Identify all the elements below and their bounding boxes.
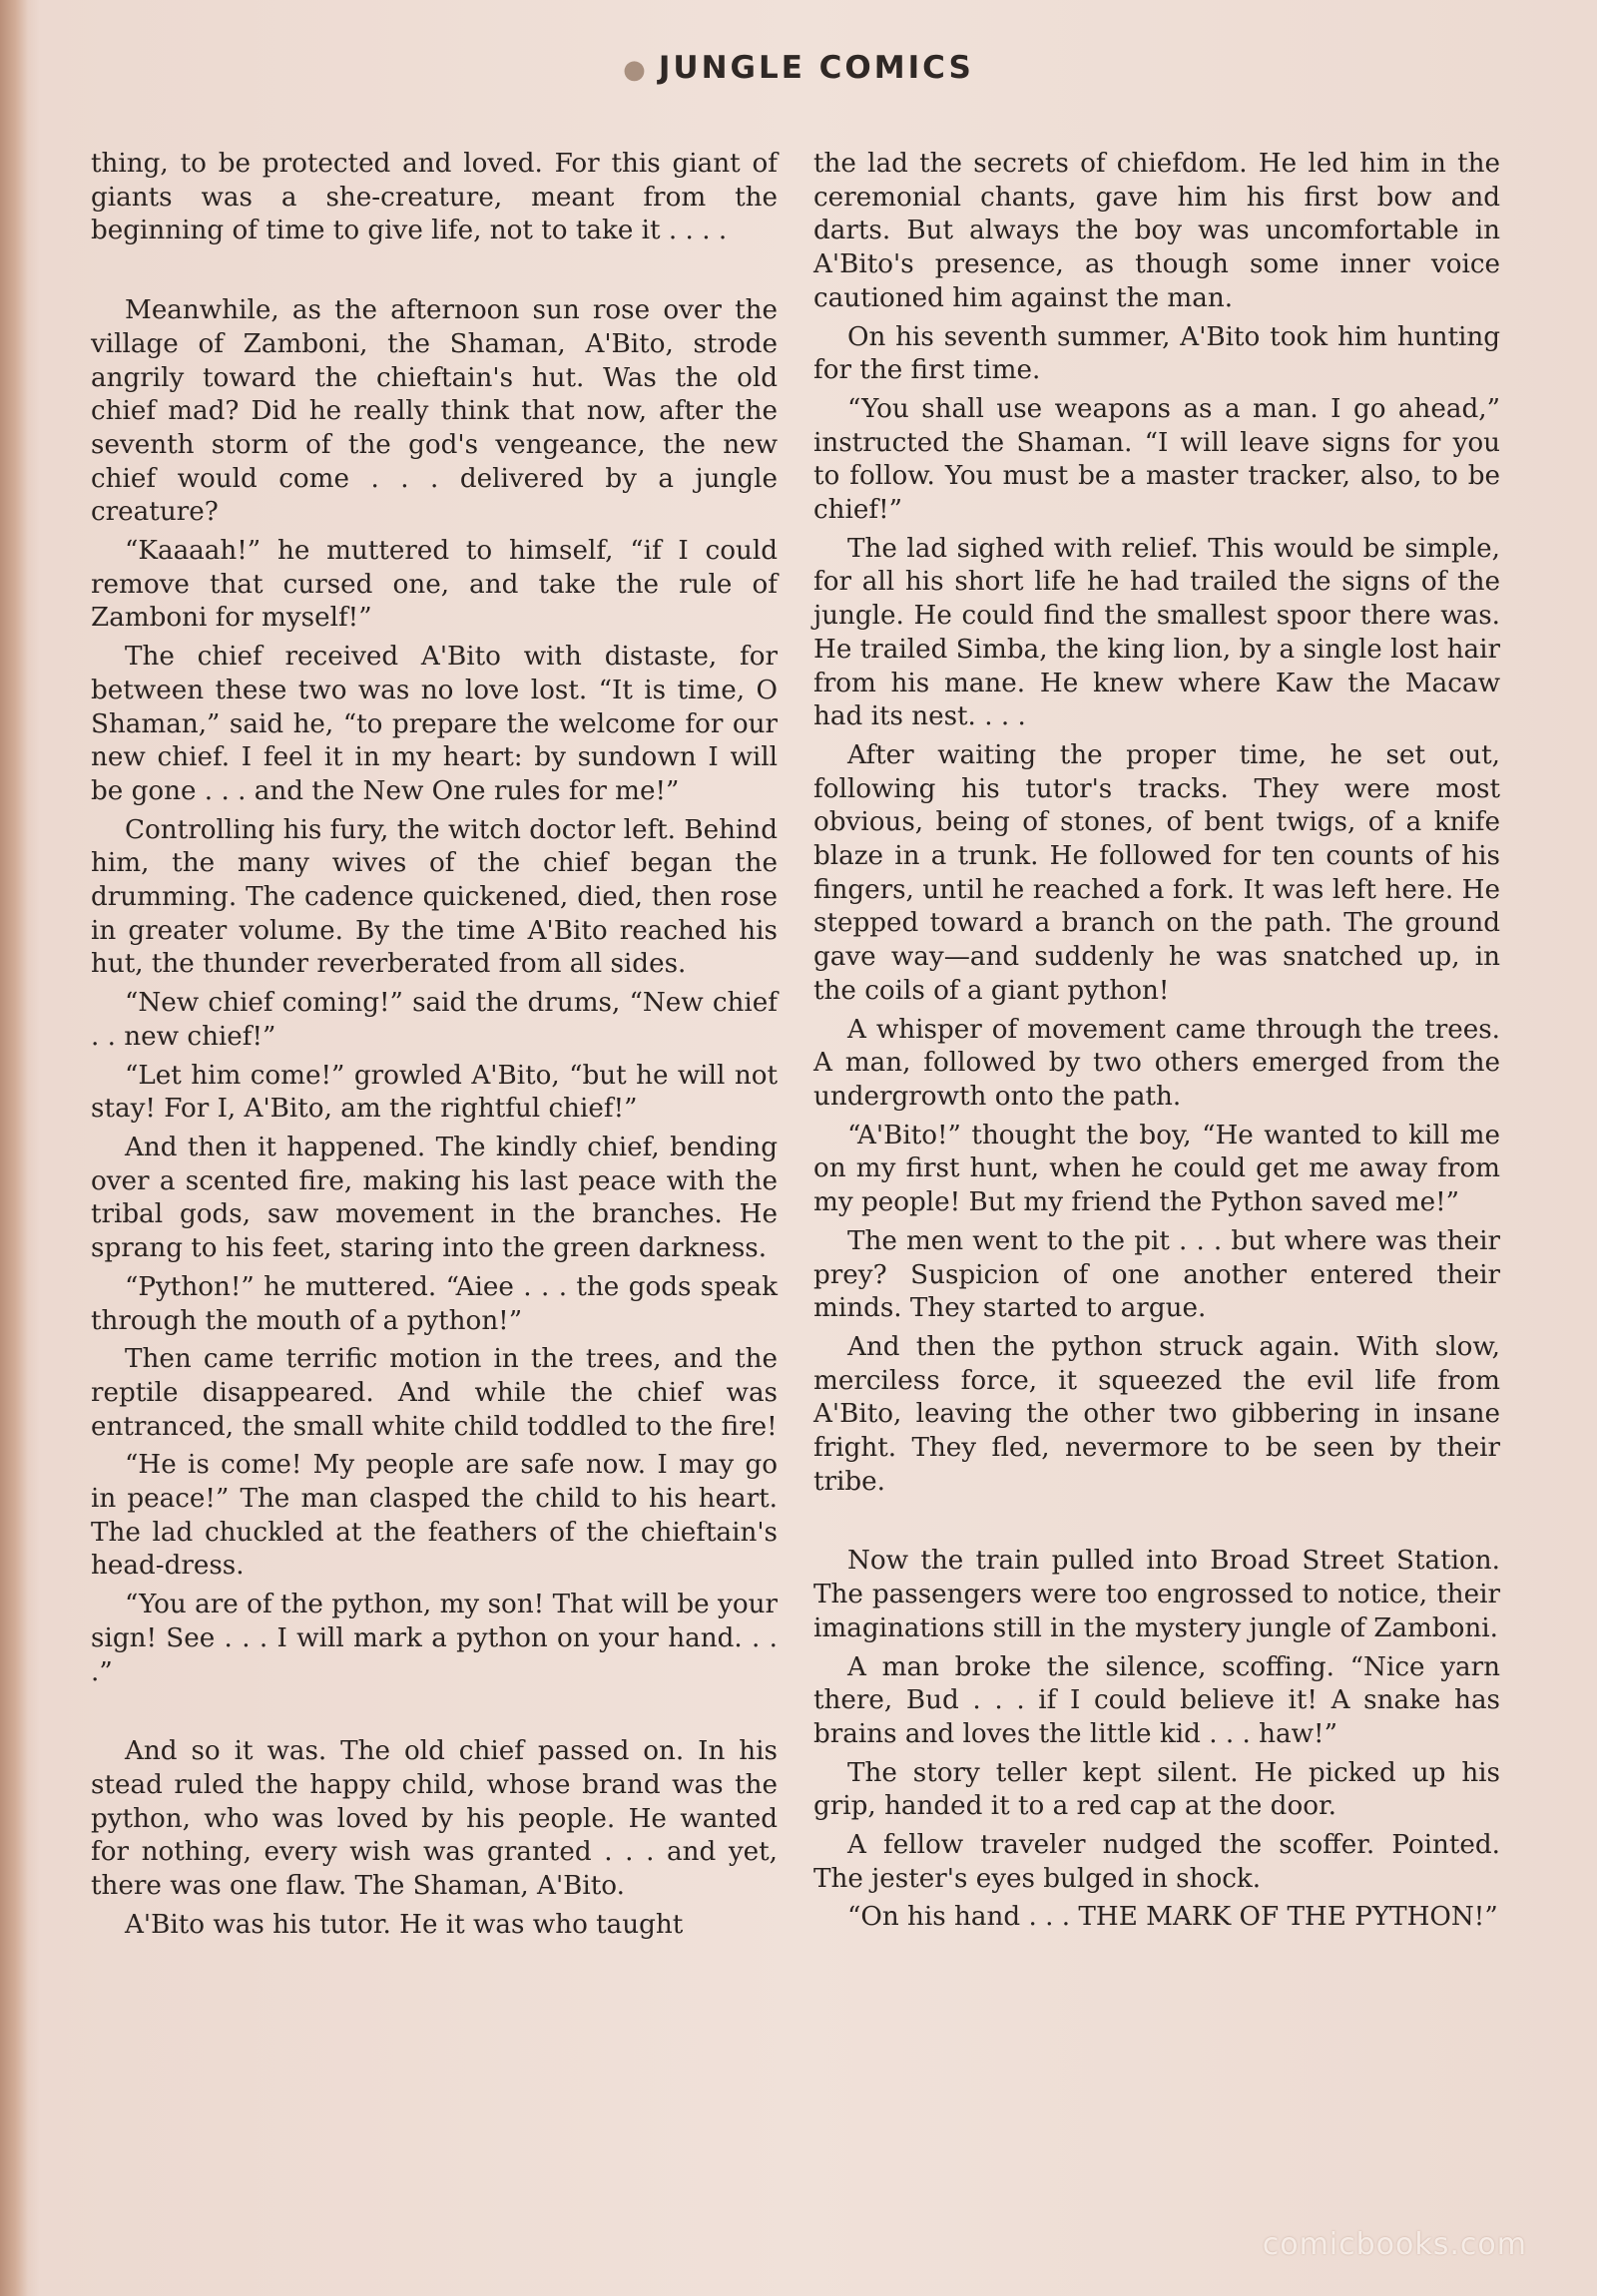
paragraph: The lad sighed with relief. This would be simple, for all his short life he had trailed the signs of the jungle. He could find the smallest spoor there was. He trailed Simba, the king lion, by a single lost hair from his mane. He knew where Kaw the Macaw had its nest. . . .	[813, 533, 1500, 732]
paragraph: “Kaaaah!” he muttered to himself, “if I could remove that cursed one, and take the rule of Zamboni for myself!”	[91, 536, 778, 634]
paragraph: The men went to the pit . . . but where was their prey? Suspicion of one another entered their minds. They started to argue.	[813, 1225, 1500, 1324]
paragraph: “On his hand . . . THE MARK OF THE PYTHON!”	[847, 1902, 1498, 1933]
paragraph: The story teller kept silent. He picked up his grip, handed it to a red cap at the door.	[813, 1757, 1500, 1822]
paragraph: And then the python struck again. With slow, merciless force, it squeezed the evil life from A'Bito, leaving the other two gibbering in insane fright. They fled, nevermore to be seen by their tribe.	[813, 1331, 1500, 1497]
page-spine-shadow	[0, 0, 28, 2296]
paragraph: Meanwhile, as the afternoon sun rose over the village of Zamboni, the Shaman, A'Bito, strode angrily toward the chieftain's hut. Was the old chief mad? Did he really think that now, after the seventh storm of the god's vengeance, the new chief would come . . . delivered by a jungle creature?	[91, 295, 778, 528]
paragraph: “New chief coming!” said the drums, “New chief . . new chief!”	[91, 988, 778, 1052]
paragraph: “You are of the python, my son! That will be your sign! See . . . I will mark a python on your hand. . . .”	[91, 1590, 778, 1687]
paragraph: “Python!” he muttered. “Aiee . . . the gods speak through the mouth of a python!”	[91, 1271, 778, 1336]
paragraph: the lad the secrets of chiefdom. He led him in the ceremonial chants, gave him his first bow and darts. But always the boy was uncomfortable in A'Bito's presence, as though some inner voice cautioned him against the man.	[813, 149, 1500, 313]
page-title: JUNGLE COMICS	[658, 50, 974, 86]
paragraph: A whisper of movement came through the trees. A man, followed by two others emerged from the undergrowth onto the path.	[813, 1014, 1500, 1112]
paragraph: A man broke the silence, scoffing. “Nice yarn there, Bud . . . if I could believe it! A snake has brains and loves the little kid . . . haw!”	[813, 1651, 1500, 1749]
left-text-column	[91, 148, 778, 1947]
watermark-text: comicbooks.com	[1262, 2227, 1527, 2262]
paragraph: “He is come! My people are safe now. I may go in peace!” The man clasped the child to his heart. The lad chuckled at the feathers of the chieftain's head-dress.	[91, 1450, 778, 1582]
paragraph: thing, to be protected and loved. For this giant of giants was a she-creature, meant from the beginning of time to give life, not to take it . . . .	[91, 149, 778, 246]
paragraph: Then came terrific motion in the trees, and the reptile disappeared. And while the chief was entranced, the small white child toddled to the fire!	[91, 1344, 778, 1442]
paragraph: And so it was. The old chief passed on. In his stead ruled the happy child, whose brand was the python, who was loved by his people. He wanted for nothing, every wish was granted . . . and yet, there was one flaw. The Shaman, A'Bito.	[91, 1736, 778, 1902]
paragraph: And then it happened. The kindly chief, bending over a scented fire, making his last peace with the tribal gods, saw movement in the branches. He sprang to his feet, staring into the green darkness.	[91, 1132, 778, 1264]
paragraph: A'Bito was his tutor. He it was who taught	[125, 1909, 684, 1940]
paragraph: After waiting the proper time, he set out, following his tutor's tracks. They were most obvious, being of stones, of bent twigs, of a knife blaze in a trunk. He followed for ten counts of his fingers, until he reached a fork. It was left here. He stepped toward a branch on the path. The ground gave way—and suddenly he was snatched up, in the coils of a giant python!	[813, 739, 1500, 1006]
paragraph: Controlling his fury, the witch doctor left. Behind him, the many wives of the chief began the drumming. The cadence quickened, died, then rose in greater volume. By the time A'Bito reached his hut, the thunder reverberated from all sides.	[91, 814, 778, 980]
paragraph: A fellow traveler nudged the scoffer. Pointed. The jester's eyes bulged in shock.	[813, 1830, 1500, 1894]
paragraph: “A'Bito!” thought the boy, “He wanted to kill me on my first hunt, when he could get me away from my people! But my friend the Python saved me!”	[813, 1120, 1500, 1218]
header-bullet-icon: ●	[623, 55, 649, 85]
paragraph: “Let him come!” growled A'Bito, “but he will not stay! For I, A'Bito, am the rightful chief!”	[91, 1060, 778, 1125]
paragraph: Now the train pulled into Broad Street Station. The passengers were too engrossed to notice, their imaginations still in the mystery jungle of Zamboni.	[813, 1546, 1500, 1643]
paragraph: “You shall use weapons as a man. I go ahead,” instructed the Shaman. “I will leave signs for you to follow. You must be a master tracker, also, to be chief!”	[813, 393, 1500, 526]
paragraph: The chief received A'Bito with distaste, for between these two was no love lost. “It is time, O Shaman,” said he, “to prepare the welcome for our new chief. I feel it in my heart: by sundown I will be gone . . . and the New One rules for me!”	[91, 642, 778, 806]
right-text-column	[813, 148, 1500, 1940]
paragraph: On his seventh summer, A'Bito took him hunting for the first time.	[813, 321, 1500, 386]
page-header	[0, 50, 1597, 86]
